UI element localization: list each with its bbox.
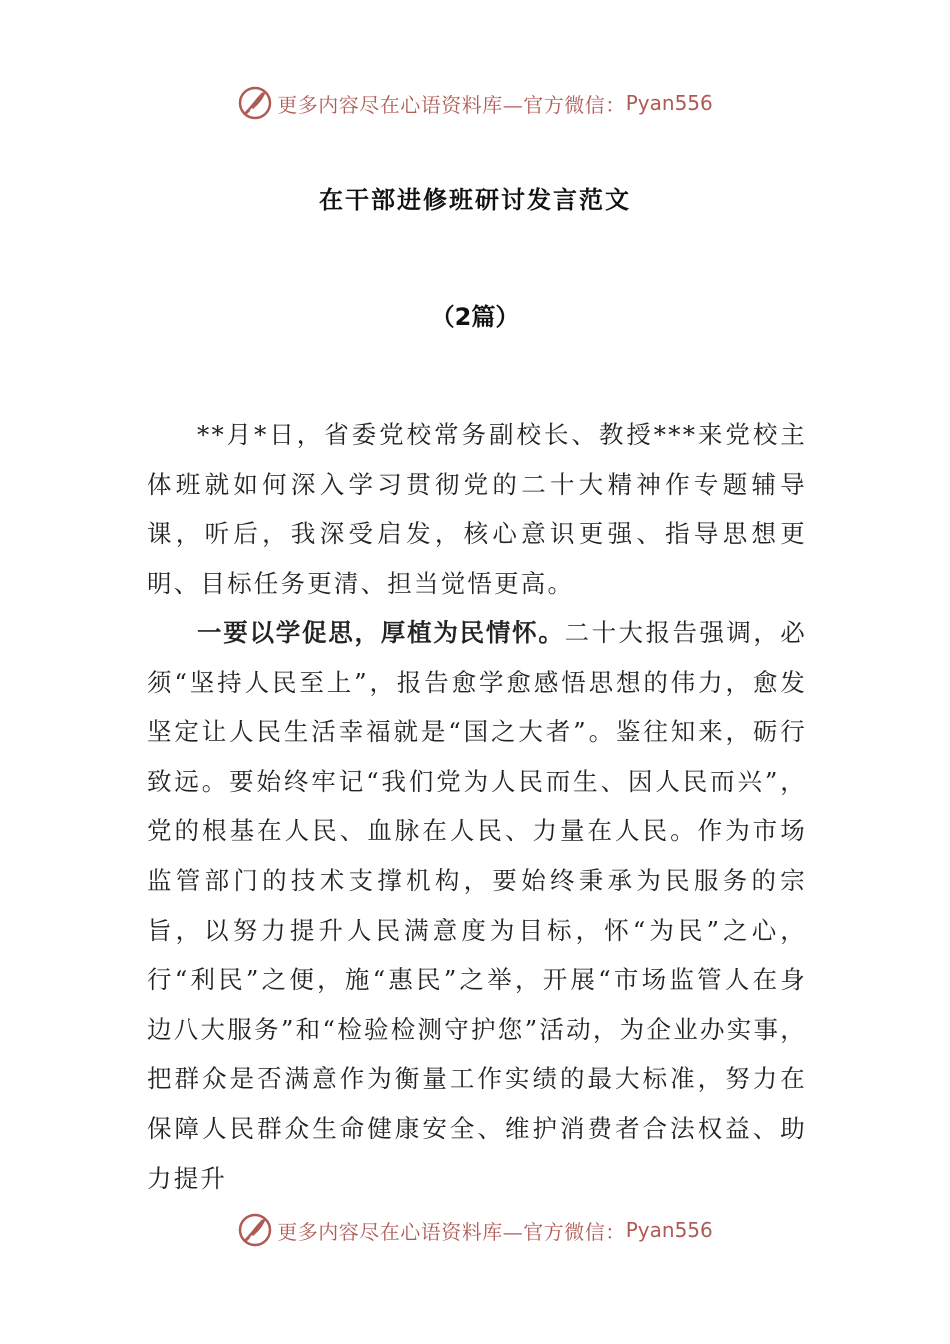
watermark-text: 更多内容尽在心语资料库—官方微信：: [277, 92, 626, 117]
paragraph-1-text: **月*日，省委党校常务副校长、教授***来党校主体班就如何深入学习贯彻党的二十大精神作专题辅导课，听后，我深受启发，核心意识更强、指导思想更明、目标任务更清、担当觉悟更高。: [147, 420, 807, 598]
watermark-wechat-id: Pyan556: [625, 1218, 713, 1242]
paragraph-intro: [147, 410, 807, 608]
paragraph-point-one: [147, 608, 807, 1203]
document-title: 在干部进修班研讨发言范文: [319, 186, 631, 214]
quill-logo-icon: [237, 85, 273, 121]
paragraph-2-body: 二十大报告强调，必须“坚持人民至上”，报告愈学愈感悟思想的伟力，愈发坚定让人民生活幸福就是“国之大者”。鉴往知来，砺行致远。要始终牢记“我们党为人民而生、因人民而兴”，党的根基在人民、血脉在人民、力量在人民。作为市场监管部门的技术支撑机构，要始终秉承为民服务的宗旨，以努力提升人民满意度为目标，怀“为民”之心，行“利民”之便，施“惠民”之举，开展“市场监管人在身边八大服务”和“检验检测守护您”活动，为企业办实事，把群众是否满意作为衡量工作实绩的最大标准，努力在保障人民群众生命健康安全、维护消费者合法权益、助力提升: [147, 618, 807, 1193]
quill-logo-icon: [237, 1212, 273, 1248]
watermark-text: 更多内容尽在心语资料库—官方微信：: [277, 1219, 626, 1244]
watermark-wechat-id: Pyan556: [625, 91, 713, 115]
watermark-header: [0, 81, 950, 125]
paragraph-2-heading: 一要以学促思，厚植为民情怀。: [197, 618, 565, 647]
paragraph-2: [147, 608, 807, 1203]
document-subtitle: （2篇）: [430, 303, 520, 331]
watermark-footer: [0, 1208, 950, 1252]
